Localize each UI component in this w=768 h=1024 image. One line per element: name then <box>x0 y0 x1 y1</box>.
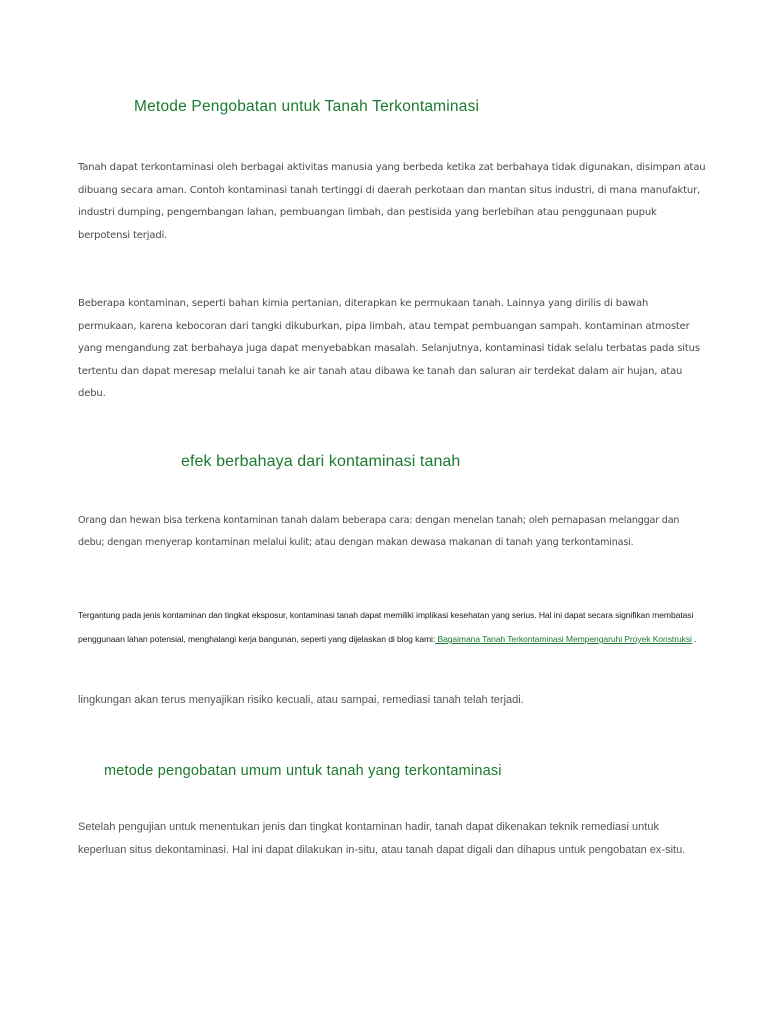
paragraph-ongoing-risk: lingkungan akan terus menyajikan risiko kecuali, atau sampai, remediasi tanah telah terjadi. <box>78 694 524 706</box>
blog-link-construction[interactable]: Bagaimana Tanah Terkontaminasi Mempengaruhi Proyek Konstruksi <box>435 634 692 644</box>
paragraph-exposure-routes: Orang dan hewan bisa terkena kontaminan tanah dalam beberapa cara: dengan menelan tanah; oleh pernapasan melanggar dan debu; dengan menyerap kontaminan melalui kulit; atau dengan makan dewasa makanan di tanah yang terkontaminasi. <box>78 515 680 548</box>
paragraph-soil-contamination-causes: Tanah dapat terkontaminasi oleh berbagai aktivitas manusia yang berbeda ketika zat berbahaya tidak digunakan, disimpan atau dibuang secara aman. Contoh kontaminasi tanah tertinggi di daerah perkotaan dan mantan situs industri, di mana manufaktur, industri dumping, pengembangan lahan, pembuangan limbah, dan pestisida yang berlebihan atau penggunaan pupuk berpotensi terjadi. <box>78 162 706 241</box>
paragraph-health-implications <box>78 603 718 651</box>
heading-common-treatment: metode pengobatan umum untuk tanah yang terkontaminasi <box>104 763 502 779</box>
health-implications-end: . <box>691 634 697 644</box>
health-implications-text: Tergantung pada jenis kontaminan dan tingkat eksposur, kontaminasi tanah dapat memiliki implikasi kesehatan yang serius. Hal ini dapat secara signifikan membatasi penggunaan lahan potensial, menghalangi kerja bangunan, seperti yang dijelaskan di blog kami: <box>78 610 694 644</box>
heading-harmful-effects: efek berbahaya dari kontaminasi tanah <box>181 453 461 470</box>
heading-treatment-methods: Metode Pengobatan untuk Tanah Terkontaminasi <box>134 98 480 115</box>
paragraph-contaminant-sources: Beberapa kontaminan, seperti bahan kimia pertanian, diterapkan ke permukaan tanah. Lainnya yang dirilis di bawah permukaan, karena kebocoran dari tangki dikuburkan, pipa limbah, atau tempat pembuangan sampah. kontaminan atmoster yang mengandung zat berbahaya juga dapat menyebabkan masalah. Selanjutnya, kontaminasi tidak selalu terbatas pada situs tertentu dan dapat meresap melalui tanah ke air tanah atau dibawa ke tanah dan saluran air terdekat dalam air hujan, atau debu. <box>78 298 700 399</box>
paragraph-remediation: Setelah pengujian untuk menentukan jenis dan tingkat kontaminan hadir, tanah dapat dikenakan teknik remediasi untuk keperluan situs dekontaminasi. Hal ini dapat dilakukan in-situ, atau tanah dapat digali dan dihapus untuk pengobatan ex-situ. <box>78 821 686 856</box>
